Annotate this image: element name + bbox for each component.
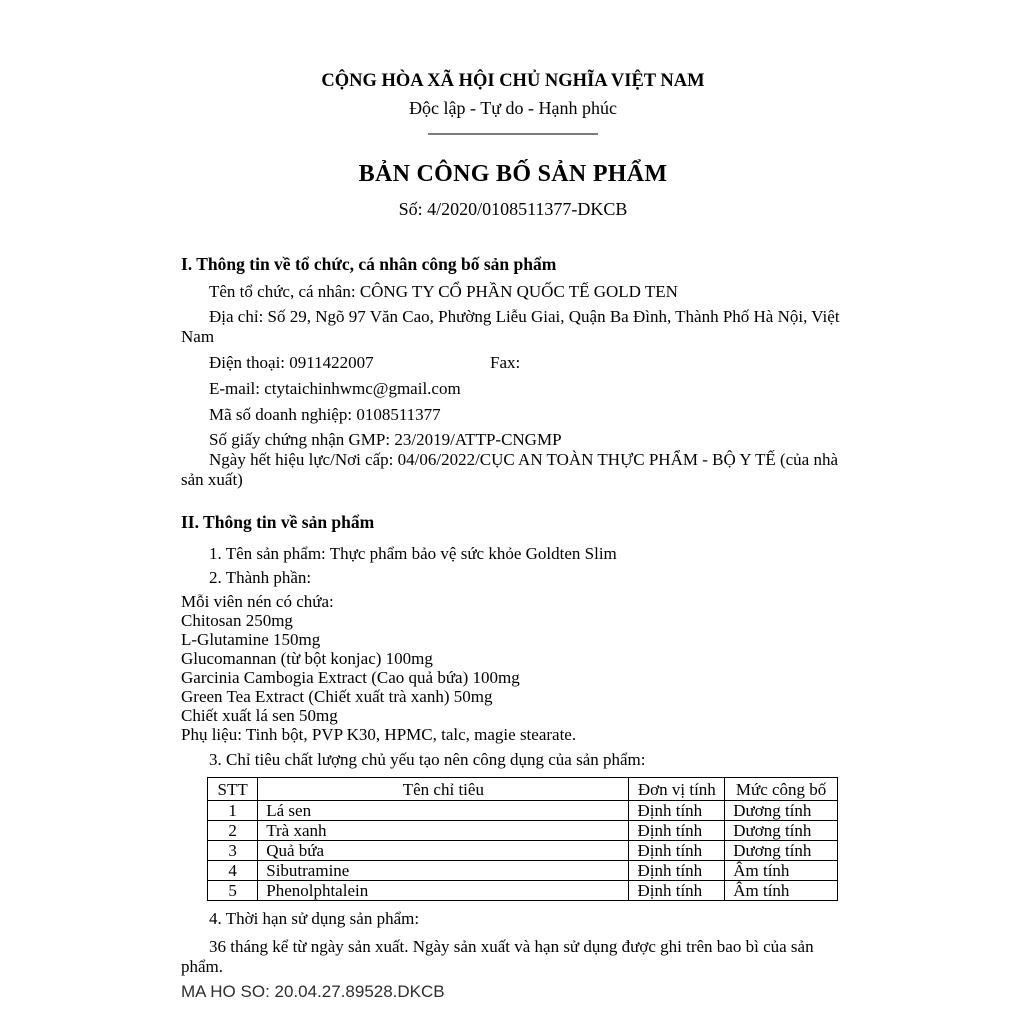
composition-heading: 2. Thành phần: — [209, 568, 312, 587]
cell-criterion: Trà xanh — [258, 821, 629, 841]
phone-value: Điện thoại: 0911422007 — [209, 353, 374, 372]
composition-intro: Mỗi viên nén có chứa: — [181, 592, 334, 611]
national-title: CỘNG HÒA XÃ HỘI CHỦ NGHĨA VIỆT NAM — [321, 71, 705, 91]
table-row — [208, 881, 838, 901]
cell-stt: 2 — [208, 821, 258, 841]
cell-unit: Định tính — [629, 881, 725, 901]
cell-criterion: Phenolphtalein — [258, 881, 629, 901]
shelf-life-heading: 4. Thời hạn sử dụng sản phẩm: — [209, 909, 420, 928]
ingredient-list — [181, 592, 845, 744]
cell-level: Dương tính — [725, 841, 838, 861]
ingredient-line: Garcinia Cambogia Extract (Cao quả bứa) 100mg — [181, 668, 520, 687]
cell-level: Dương tính — [725, 801, 838, 821]
cell-unit: Định tính — [629, 801, 725, 821]
gmp-cert-line: Số giấy chứng nhận GMP: 23/2019/ATTP-CNGMP — [209, 430, 562, 449]
table-header-unit: Đơn vị tính — [629, 778, 725, 801]
ingredient-line: Chitosan 250mg — [181, 611, 293, 630]
cell-level: Âm tính — [725, 861, 838, 881]
header-divider-line — [428, 133, 598, 135]
table-row — [208, 801, 838, 821]
table-header-level: Mức công bố — [725, 778, 838, 801]
cell-unit: Định tính — [629, 841, 725, 861]
phone-fax-line — [181, 353, 845, 373]
ingredient-line: Chiết xuất lá sen 50mg — [181, 706, 338, 725]
quality-heading: 3. Chỉ tiêu chất lượng chủ yếu tạo nên công dụng của sản phẩm: — [209, 750, 646, 769]
ingredient-line: Phụ liệu: Tinh bột, PVP K30, HPMC, talc, magie stearate. — [181, 725, 577, 744]
cell-stt: 1 — [208, 801, 258, 821]
quality-table-body — [208, 801, 838, 901]
quality-table — [207, 777, 838, 901]
cell-criterion: Quả bứa — [258, 841, 629, 861]
cell-criterion: Lá sen — [258, 801, 629, 821]
business-id-line: Mã số doanh nghiệp: 0108511377 — [209, 405, 441, 424]
cell-criterion: Sibutramine — [258, 861, 629, 881]
ingredient-line: L-Glutamine 150mg — [181, 630, 321, 649]
cell-unit: Định tính — [629, 861, 725, 881]
table-row — [208, 861, 838, 881]
fax-label: Fax: — [490, 353, 521, 372]
email-line: E-mail: ctytaichinhwmc@gmail.com — [209, 379, 461, 398]
cell-stt: 5 — [208, 881, 258, 901]
cell-level: Dương tính — [725, 821, 838, 841]
ingredient-line: Green Tea Extract (Chiết xuất trà xanh) 50mg — [181, 687, 493, 706]
gmp-expiry-line: Ngày hết hiệu lực/Nơi cấp: 04/06/2022/CỤC AN TOÀN THỰC PHẨM - BỘ Y TẾ (của nhà sản xuất) — [181, 450, 839, 489]
table-header-row — [208, 778, 838, 801]
section2-heading: II. Thông tin về sản phẩm — [181, 512, 375, 532]
product-name-line: 1. Tên sản phẩm: Thực phẩm bảo vệ sức khỏe Goldten Slim — [209, 544, 617, 563]
document-title: BẢN CÔNG BỐ SẢN PHẨM — [358, 161, 668, 187]
org-name-line: Tên tổ chức, cá nhân: CÔNG TY CỔ PHẦN QUỐC TẾ GOLD TEN — [209, 282, 678, 301]
section1-heading: I. Thông tin về tổ chức, cá nhân công bố sản phẩm — [181, 254, 557, 274]
table-header-criterion: Tên chỉ tiêu — [258, 778, 629, 801]
cell-level: Âm tính — [725, 881, 838, 901]
table-header-stt: STT — [208, 778, 258, 801]
address-line: Địa chỉ: Số 29, Ngõ 97 Văn Cao, Phường Liễu Giai, Quận Ba Đình, Thành Phố Hà Nội, Việt Nam — [181, 307, 840, 346]
file-code: MA HO SO: 20.04.27.89528.DKCB — [181, 982, 445, 1001]
shelf-life-text: 36 tháng kể từ ngày sản xuất. Ngày sản xuất và hạn sử dụng được ghi trên bao bì của sản phẩm. — [181, 937, 814, 976]
cell-unit: Định tính — [629, 821, 725, 841]
table-row — [208, 841, 838, 861]
national-motto: Độc lập - Tự do - Hạnh phúc — [409, 98, 617, 118]
document-number: Số: 4/2020/0108511377-DKCB — [398, 199, 628, 219]
document-body — [181, 0, 845, 977]
ingredient-line: Glucomannan (từ bột konjac) 100mg — [181, 649, 433, 668]
cell-stt: 3 — [208, 841, 258, 861]
cell-stt: 4 — [208, 861, 258, 881]
table-row — [208, 821, 838, 841]
